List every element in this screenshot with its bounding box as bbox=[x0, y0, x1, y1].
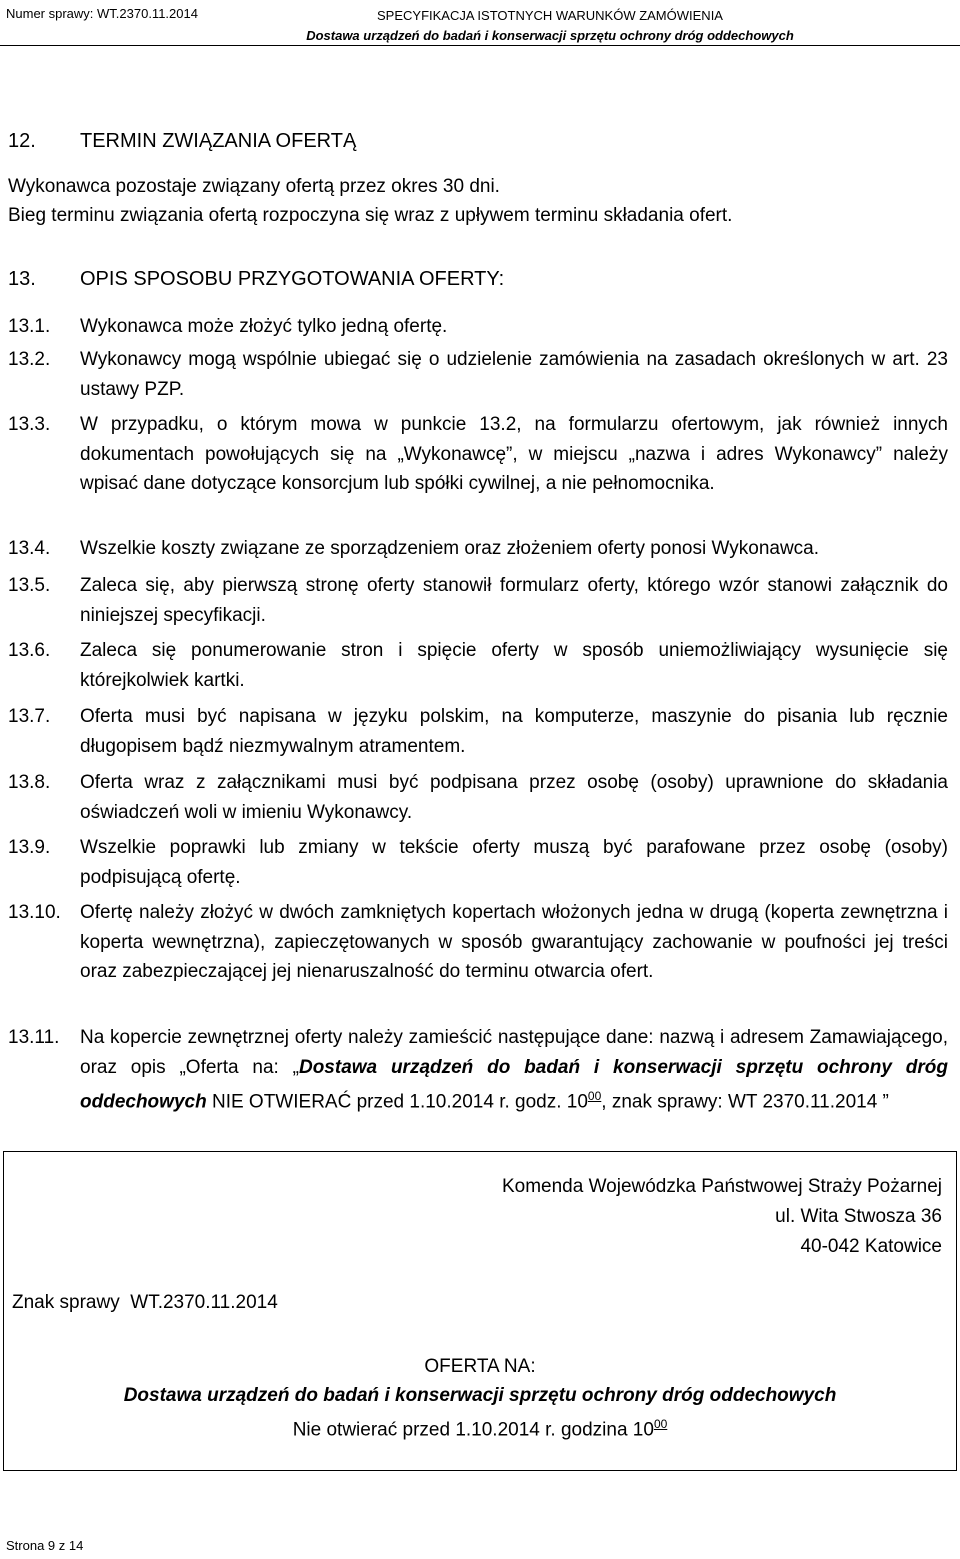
section-13-heading bbox=[8, 268, 504, 291]
item-11-text-b: NIE OTWIERAĆ przed 1.10.2014 r. godz. 10 bbox=[206, 1091, 588, 1113]
item-text: Oferta musi być napisana w języku polskim, na komputerze, maszynie do pisania lub ręcznie długopisem bądź niezmywalnym atramentem. bbox=[80, 706, 948, 757]
spec-title: SPECYFIKACJA ISTOTNYCH WARUNKÓW ZAMÓWIENIA bbox=[377, 8, 723, 23]
offer-subject: Dostawa urządzeń do badań i konserwacji sprzętu ochrony dróg oddechowych bbox=[123, 1385, 837, 1406]
address-line-2: ul. Wita Stwosza 36 bbox=[775, 1206, 942, 1227]
list-item bbox=[8, 534, 948, 564]
address-line-3: 40-042 Katowice bbox=[800, 1236, 942, 1257]
list-item bbox=[8, 1023, 948, 1117]
offer-label: OFERTA NA: bbox=[424, 1356, 536, 1377]
list-item bbox=[8, 571, 948, 630]
section-13-number: 13. bbox=[8, 268, 36, 290]
list-item bbox=[8, 312, 948, 342]
do-not-open bbox=[4, 1410, 956, 1444]
list-item bbox=[8, 898, 948, 987]
item-number: 13.3. bbox=[8, 414, 51, 435]
item-number: 13.9. bbox=[8, 837, 51, 858]
envelope-case-number: Znak sprawy WT.2370.11.2014 bbox=[12, 1292, 278, 1313]
item-11-text-c: , znak sprawy: WT 2370.11.2014 ” bbox=[601, 1091, 889, 1113]
item-text: Zaleca się ponumerowanie stron i spięcie oferty w sposób uniemożliwiający wysunięcie się którejkolwiek kartki. bbox=[80, 640, 948, 691]
item-11-sup: 00 bbox=[587, 1089, 602, 1103]
list-item bbox=[8, 702, 948, 761]
item-number: 13.4. bbox=[8, 538, 51, 559]
page-header bbox=[0, 0, 960, 46]
list-item bbox=[8, 833, 948, 892]
item-text bbox=[80, 1023, 948, 1117]
item-number: 13.8. bbox=[8, 772, 51, 793]
item-text: Zaleca się, aby pierwszą stronę oferty stanowił formularz oferty, którego wzór stanowi załącznik do niniejszej specyfikacji. bbox=[80, 575, 948, 626]
item-number: 13.7. bbox=[8, 706, 51, 727]
address-line-1: Komenda Wojewódzka Państwowej Straży Pożarnej bbox=[501, 1176, 942, 1197]
item-number: 13.2. bbox=[8, 349, 51, 370]
item-text: W przypadku, o którym mowa w punkcie 13.2, na formularzu ofertowym, jak również innych dokumentach powołujących się na „Wykonawcę”, w miejscu „nazwa i adres Wykonawcy” należy wpisać dane dotyczące konsorcjum lub spółki cywilnej, a nie pełnomocnika. bbox=[80, 414, 948, 494]
list-item bbox=[8, 636, 948, 695]
do-not-open-sup: 00 bbox=[653, 1417, 668, 1431]
page-number: Strona 9 z 14 bbox=[6, 1538, 84, 1553]
do-not-open-text: Nie otwierać przed 1.10.2014 r. godzina 10 bbox=[292, 1419, 654, 1441]
envelope-box bbox=[3, 1151, 957, 1471]
item-text: Wykonawca może złożyć tylko jedną ofertę. bbox=[80, 316, 448, 337]
section-12-line-2: Bieg terminu związania ofertą rozpoczyna się wraz z upływem terminu składania ofert. bbox=[8, 205, 733, 226]
section-12-heading bbox=[8, 130, 356, 153]
header-subject: Dostawa urządzeń do badań i konserwacji sprzętu ochrony dróg oddechowych bbox=[306, 28, 794, 43]
item-number: 13.10. bbox=[8, 902, 61, 923]
item-number: 13.6. bbox=[8, 640, 51, 661]
item-11-subject: Dostawa urządzeń do badań i konserwacji sprzętu ochrony dróg oddechowych bbox=[80, 1056, 948, 1113]
list-item bbox=[8, 768, 948, 827]
section-12-number: 12. bbox=[8, 130, 36, 152]
item-text: Wszelkie koszty związane ze sporządzeniem oraz złożeniem oferty ponosi Wykonawca. bbox=[80, 538, 820, 559]
list-item bbox=[8, 345, 948, 404]
item-11-text-a: Na kopercie zewnętrznej oferty należy zamieścić następujące dane: nazwą i adresem Zamawiającego, oraz opis „Oferta na: „ bbox=[80, 1027, 948, 1078]
section-12-title: TERMIN ZWIĄZANIA OFERTĄ bbox=[80, 130, 357, 152]
envelope-offer bbox=[4, 1352, 956, 1444]
recipient-address bbox=[502, 1172, 942, 1262]
item-text: Oferta wraz z załącznikami musi być podpisana przez osobę (osoby) uprawnione do składania oświadczeń woli w imieniu Wykonawcy. bbox=[80, 772, 948, 823]
item-number: 13.5. bbox=[8, 575, 51, 596]
item-text: Wykonawcy mogą wspólnie ubiegać się o udzielenie zamówienia na zasadach określonych w art. 23 ustawy PZP. bbox=[80, 349, 948, 400]
item-number: 13.11. bbox=[8, 1027, 60, 1048]
section-13-title: OPIS SPOSOBU PRZYGOTOWANIA OFERTY: bbox=[80, 268, 505, 290]
item-text: Wszelkie poprawki lub zmiany w tekście oferty muszą być parafowane przez osobę (osoby) podpisującą ofertę. bbox=[80, 837, 948, 888]
header-titles bbox=[290, 6, 810, 46]
section-12-line-1: Wykonawca pozostaje związany ofertą przez okres 30 dni. bbox=[8, 176, 500, 197]
item-number: 13.1. bbox=[8, 316, 51, 337]
case-number: Numer sprawy: WT.2370.11.2014 bbox=[6, 6, 198, 21]
list-item bbox=[8, 410, 948, 499]
item-text: Ofertę należy złożyć w dwóch zamkniętych kopertach włożonych jedna w drugą (koperta zewnętrzna i koperta wewnętrzna), zapieczętowanych w sposób gwarantujący zachowanie w poufności jej treści oraz zabezpieczającej jej nienaruszalność do terminu otwarcia ofert. bbox=[80, 902, 948, 982]
